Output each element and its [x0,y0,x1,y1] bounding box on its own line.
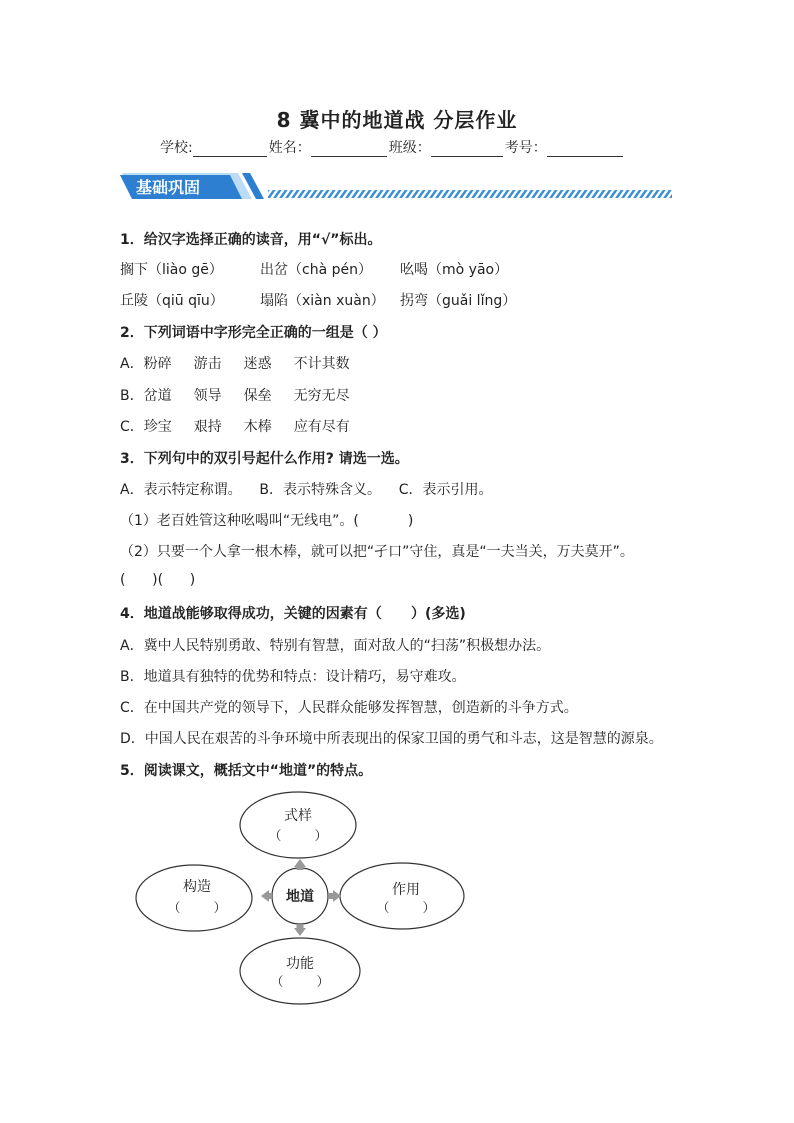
q4-option-d[interactable]: D．中国人民在艰苦的斗争环境中所表现出的保家卫国的勇气和斗志，这是智慧的源泉。 [120,731,663,747]
option-word: 岔道 [143,388,172,404]
arrow-up-icon [294,859,306,867]
name-blank[interactable] [311,141,387,157]
bottom-label: 功能 [286,956,314,972]
right-label: 作用 [392,882,420,898]
exam-no-label: 考号： [504,140,547,156]
option-word: 艰持 [193,419,222,435]
center-label: 地道 [286,889,314,905]
option-letter: C． [120,419,144,435]
q1-row-1 [120,259,508,279]
q2-title: 2．下列词语中字形完全正确的一组是（ ） [120,325,387,341]
top-ellipse [240,792,356,858]
top-blank[interactable]: （ ） [268,829,328,844]
option-word: 木棒 [243,419,272,435]
option-letter: B． [120,388,144,404]
option-word: 不计其数 [293,356,350,372]
page-title: 8 冀中的地道战 分层作业 [276,108,518,132]
tunnel-feature-diagram [130,788,475,1008]
left-label: 构造 [183,879,211,895]
section-banner [118,171,674,201]
option-word: 珍宝 [143,419,172,435]
q1-item[interactable]: 搁下（liào gē） [120,262,223,278]
q5-title: 5．阅读课文，概括文中“地道”的特点。 [120,763,373,779]
q3-sentence-1: （1）老百姓管这种吆喝叫“无线电”。( ) [120,513,414,529]
top-label: 式样 [284,808,312,824]
name-label: 姓名： [268,140,311,156]
option-letter: A． [120,356,144,372]
q3-sentence-2: （2）只要一个人拿一根木棒，就可以把“孑口”守住，真是“一夫当关，万夫莫开”。 [120,544,634,560]
school-label: 学校: [160,140,193,156]
q2-option-b[interactable] [120,385,372,405]
option-word: 无穷无尽 [293,388,350,404]
q1-title: 1．给汉字选择正确的读音，用“√”标出。 [120,232,382,248]
left-blank[interactable]: （ ） [167,901,227,916]
option-word: 迷惑 [243,356,272,372]
q4-title: 4．地道战能够取得成功，关键的因素有（ ）(多选) [120,606,466,622]
q3-title: 3．下列句中的双引号起什么作用? 请选一选。 [120,451,409,467]
arrow-down-icon [294,928,306,936]
option-word: 游击 [193,356,222,372]
right-blank[interactable]: （ ） [376,901,436,916]
q4-option-c[interactable]: C．在中国共产党的领导下，人民群众能够发挥智慧，创造新的斗争方式。 [120,700,578,716]
q1-item[interactable]: 拐弯（guǎi lǐng） [400,293,517,309]
class-blank[interactable] [431,141,503,157]
q4-option-b[interactable]: B．地道具有独特的优势和特点：设计精巧，易守难攻。 [120,669,466,685]
bottom-blank[interactable]: （ ） [270,975,330,990]
q1-item[interactable]: 出岔（chà pén） [260,262,372,278]
school-blank[interactable] [193,141,267,157]
q4-option-a[interactable]: A．冀中人民特别勇敢、特别有智慧，面对敌人的“扫荡”积极想办法。 [120,638,551,654]
class-label: 班级： [388,140,431,156]
q1-item[interactable]: 丘陵（qiū qīu） [120,293,224,309]
q1-row-2 [120,290,516,310]
q1-item[interactable]: 吆喝（mò yāo） [400,262,509,278]
option-word: 应有尽有 [293,419,350,435]
option-word: 粉碎 [143,356,172,372]
q2-option-a[interactable] [120,353,372,373]
left-ellipse [136,865,252,931]
arrow-right-icon [333,890,341,902]
q2-option-c[interactable] [120,416,372,436]
option-word: 领导 [193,388,222,404]
q3-answer-blanks[interactable]: ( )( ) [120,572,196,588]
arrow-left-icon [261,890,269,902]
q1-item[interactable]: 塌陷（xiàn xuàn） [260,293,385,309]
student-info-row [160,137,625,157]
exam-no-blank[interactable] [547,141,623,157]
section-label: 基础巩固 [136,178,201,197]
option-word: 保垒 [243,388,272,404]
q3-choices: A．表示特定称谓。 B．表示特殊含义。 C．表示引用。 [120,482,493,498]
